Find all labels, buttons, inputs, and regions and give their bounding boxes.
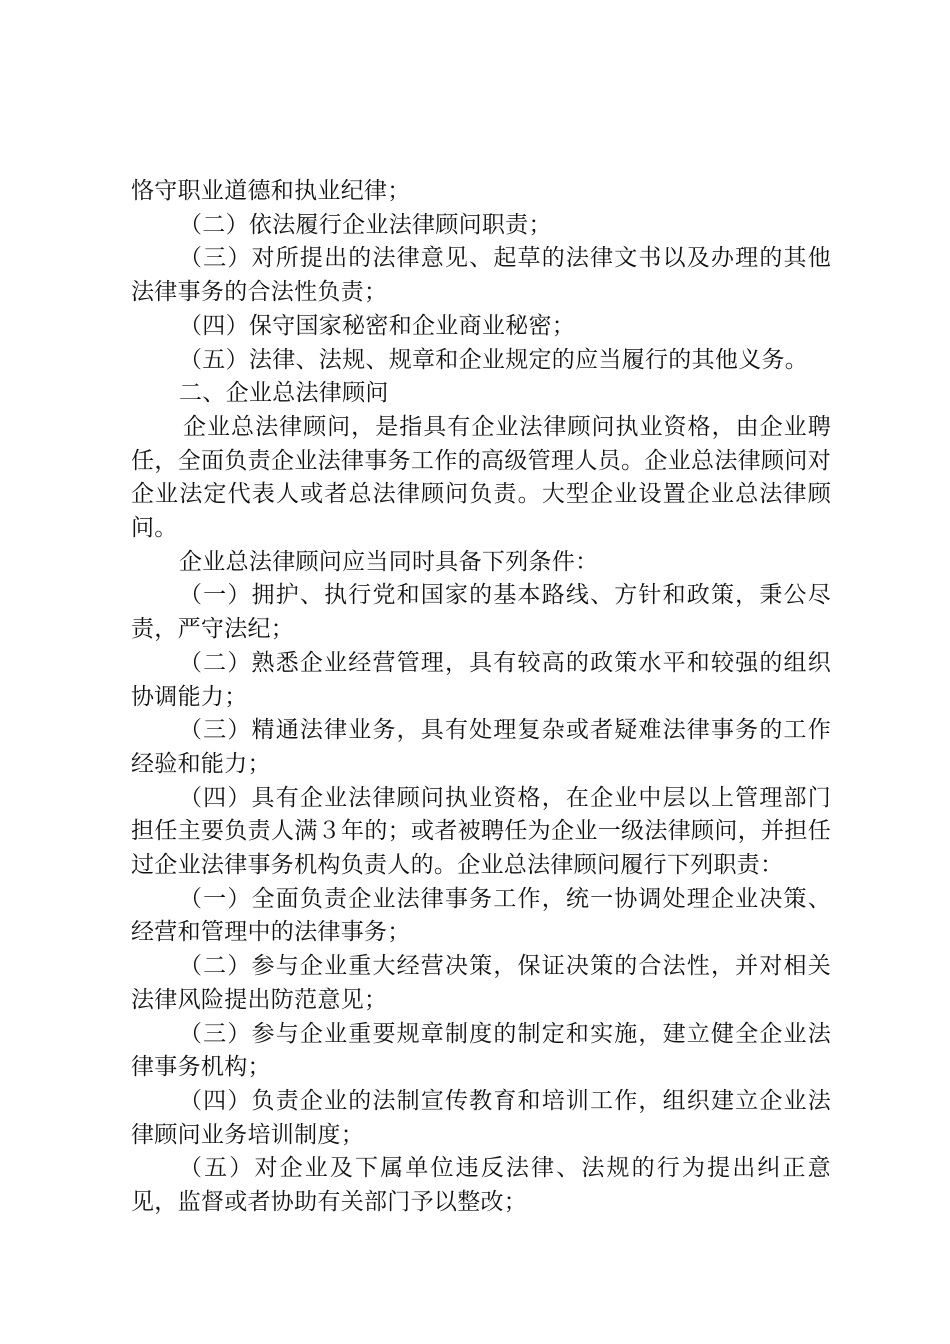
paragraph: 恪守职业道德和执业纪律；: [131, 178, 411, 204]
paragraph: 企业总法律顾问，是指具有企业法律顾问执业资格，由企业聘任，全面负责企业法律事务工作的高级管理人员。企业总法律顾问对企业法定代表人或者总法律顾问负责。大型企业设置企业总法律顾问。: [131, 413, 831, 542]
paragraph: （四）具有企业法律顾问执业资格，在企业中层以上管理部门担任主要负责人满３年的；或者被聘任为企业一级法律顾问，并担任过企业法律事务机构负责人的。企业总法律顾问履行下列职责：: [131, 784, 831, 879]
paragraph: 企业总法律顾问应当同时具备下列条件：: [179, 548, 599, 575]
paragraph: （三）对所提出的法律意见、起草的法律文书以及办理的其他法律事务的合法性负责；: [131, 245, 831, 306]
paragraph: （五）对企业及下属单位违反法律、法规的行为提出纠正意见，监督或者协助有关部门予以整改；: [131, 1155, 831, 1216]
paragraph: （五）法律、法规、规章和企业规定的应当履行的其他义务。: [179, 346, 809, 373]
section-heading: 二、企业总法律顾问: [179, 380, 389, 407]
paragraph: （二）参与企业重大经营决策，保证决策的合法性，并对相关法律风险提出防范意见；: [131, 953, 831, 1013]
paragraph: （四）负责企业的法制宣传教育和培训工作，组织建立企业法律顾问业务培训制度；: [131, 1087, 831, 1148]
paragraph: （一）拥护、执行党和国家的基本路线、方针和政策，秉公尽责，严守法纪；: [131, 582, 831, 643]
document-body: [131, 175, 831, 1220]
paragraph: （二）熟悉企业经营管理，具有较高的政策水平和较强的组织协调能力；: [131, 649, 831, 710]
paragraph: （四）保守国家秘密和企业商业秘密；: [179, 312, 576, 339]
paragraph: （三）参与企业重要规章制度的制定和实施，建立健全企业法律事务机构；: [131, 1020, 831, 1081]
paragraph: （二）依法履行企业法律顾问职责；: [179, 211, 552, 238]
paragraph: （一）全面负责企业法律事务工作，统一协调处理企业决策、经营和管理中的法律事务；: [131, 885, 831, 946]
paragraph: （三）精通法律业务，具有处理复杂或者疑难法律事务的工作经验和能力；: [131, 717, 831, 777]
